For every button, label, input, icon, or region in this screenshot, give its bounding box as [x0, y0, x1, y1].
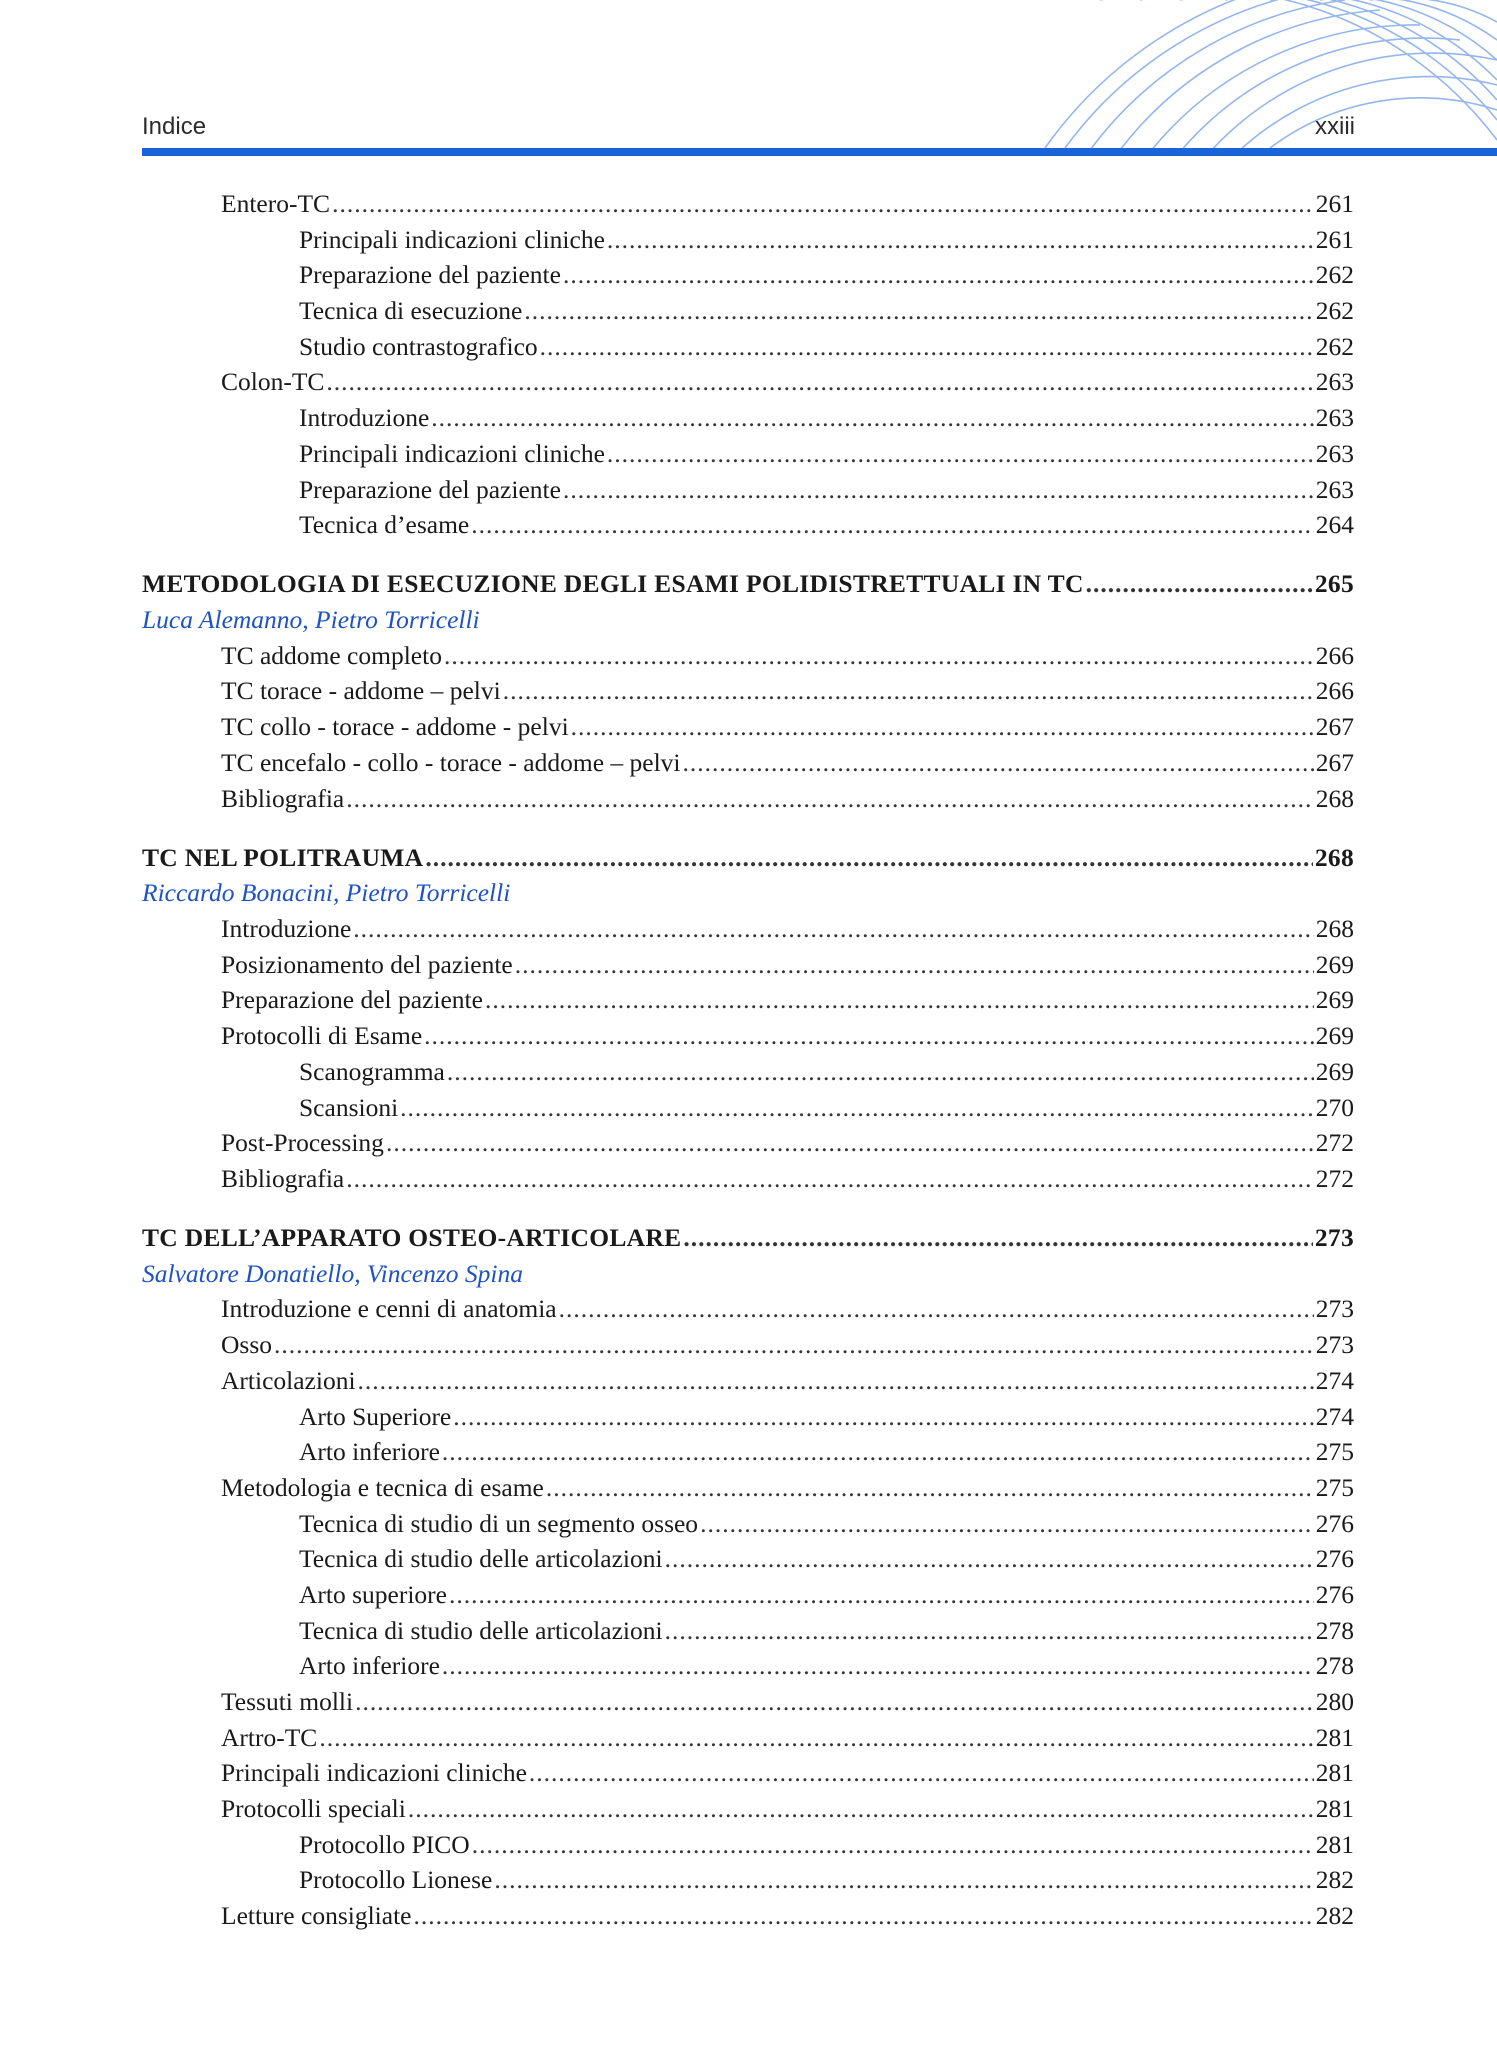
toc-entry-page: 269: [1315, 985, 1354, 1015]
toc-entry[interactable]: [142, 709, 1354, 745]
dot-leader: [431, 400, 1313, 436]
toc-entry-title: Preparazione del paziente: [221, 985, 483, 1015]
toc-entry-title: Metodologia e tecnica di esame: [221, 1472, 544, 1502]
dot-leader: [425, 840, 1312, 876]
toc-entry-title: METODOLOGIA DI ESECUZIONE DEGLI ESAMI POLIDISTRETTUALI IN TC: [142, 569, 1084, 599]
toc-entry-title: Colon-TC: [221, 367, 325, 397]
page-number: xxiii: [1315, 113, 1355, 140]
toc-entry-title: Introduzione: [221, 914, 352, 944]
dot-leader: [503, 673, 1314, 709]
dot-leader: [408, 1791, 1314, 1827]
toc-entry-title: TC NEL POLITRAUMA: [142, 842, 424, 872]
toc-entry-page: 270: [1315, 1092, 1354, 1122]
toc-entry[interactable]: [142, 1434, 1354, 1470]
toc-entry[interactable]: [142, 1862, 1354, 1898]
dot-leader: [529, 1755, 1314, 1791]
toc-entry-page: 275: [1315, 1437, 1354, 1467]
dot-leader: [332, 186, 1314, 222]
toc-entry-page: 273: [1315, 1330, 1354, 1360]
toc-entry-title: Articolazioni: [221, 1365, 356, 1395]
toc-entry-title: Principali indicazioni cliniche: [299, 438, 605, 468]
toc-entry[interactable]: [142, 1506, 1354, 1542]
dot-leader: [546, 1470, 1314, 1506]
dot-leader: [444, 638, 1314, 674]
toc-entry-page: 262: [1315, 296, 1354, 326]
dot-leader: [358, 1363, 1314, 1399]
dot-leader: [683, 745, 1314, 781]
toc-entry-title: Protocollo PICO: [299, 1829, 470, 1859]
toc-entry-page: 262: [1315, 260, 1354, 290]
toc-entry[interactable]: [142, 1898, 1354, 1934]
toc-entry-title: Arto inferiore: [299, 1437, 440, 1467]
toc-entry-title: TC DELL’APPARATO OSTEO-ARTICOLARE: [142, 1223, 682, 1253]
toc-entry[interactable]: [142, 1791, 1354, 1827]
section-gap: [142, 816, 1354, 840]
toc-entry[interactable]: [142, 400, 1354, 436]
toc-entry-page: 263: [1315, 474, 1354, 504]
toc-entry-title: Arto Superiore: [299, 1401, 452, 1431]
dot-leader: [447, 1054, 1314, 1090]
dot-leader: [665, 1541, 1314, 1577]
toc-entry-title: Protocolli speciali: [221, 1794, 406, 1824]
toc-entry-page: 281: [1315, 1722, 1354, 1752]
toc-entry-page: 263: [1315, 403, 1354, 433]
toc-entry-title: Tecnica di studio delle articolazioni: [299, 1615, 663, 1645]
toc-entry-page: 272: [1315, 1163, 1354, 1193]
toc-entry-page: 261: [1315, 189, 1354, 218]
toc-chapter-entry[interactable]: [142, 840, 1354, 876]
dot-leader: [472, 1827, 1314, 1863]
toc-entry[interactable]: [142, 673, 1354, 709]
toc-entry-page: 281: [1315, 1758, 1354, 1788]
dot-leader: [424, 1018, 1314, 1054]
dot-leader: [413, 1898, 1313, 1934]
dot-leader: [683, 1220, 1312, 1256]
toc-entry-page: 269: [1315, 1056, 1354, 1086]
toc-entry-title: Scanogramma: [299, 1056, 445, 1086]
toc-entry-title: Introduzione e cenni di anatomia: [221, 1294, 557, 1324]
chapter-authors: Salvatore Donatiello, Vincenzo Spina: [142, 1258, 524, 1288]
dot-leader: [700, 1506, 1314, 1542]
toc-entry[interactable]: [142, 1827, 1354, 1863]
toc-entry-page: 268: [1315, 783, 1354, 813]
toc-entry-page: 267: [1315, 712, 1354, 742]
toc-entry-page: 264: [1315, 510, 1354, 540]
dot-leader: [563, 472, 1314, 508]
dot-leader: [453, 1399, 1313, 1435]
decorative-arcs: [0, 0, 1497, 200]
section-gap: [142, 543, 1354, 567]
toc-entry-title: TC encefalo - collo - torace - addome – pelvi: [221, 747, 681, 777]
toc-entry-page: 276: [1315, 1544, 1354, 1574]
toc-chapter-entry[interactable]: [142, 566, 1354, 602]
toc-entry-title: Bibliografia: [221, 1163, 345, 1193]
toc-entry-title: Bibliografia: [221, 783, 345, 813]
toc-entry-title: Osso: [221, 1330, 273, 1360]
toc-entry-title: Posizionamento del paziente: [221, 949, 513, 979]
toc-entry-title: Introduzione: [299, 403, 430, 433]
toc-entry[interactable]: [142, 1648, 1354, 1684]
toc-entry-title: Studio contrastografico: [299, 331, 538, 361]
dot-leader: [442, 1434, 1314, 1470]
toc-entry-page: 262: [1315, 331, 1354, 361]
chapter-authors: Luca Alemanno, Pietro Torricelli: [142, 605, 480, 635]
toc-entry-title: TC addome completo: [221, 640, 442, 670]
toc-entry-page: 266: [1315, 676, 1354, 706]
dot-leader: [524, 293, 1313, 329]
dot-leader: [607, 222, 1314, 258]
toc-entry-page: 273: [1314, 1223, 1354, 1253]
dot-leader: [353, 911, 1313, 947]
dot-leader: [319, 1720, 1313, 1756]
toc-entry-title: Arto inferiore: [299, 1651, 440, 1681]
toc-entry-page: 266: [1315, 640, 1354, 670]
toc-entry[interactable]: [142, 1720, 1354, 1756]
dot-leader: [559, 1291, 1314, 1327]
toc-entry-page: 269: [1315, 949, 1354, 979]
dot-leader: [607, 436, 1314, 472]
toc-entry[interactable]: [142, 1090, 1354, 1126]
toc-entry-page: 282: [1315, 1865, 1354, 1895]
dot-leader: [400, 1090, 1314, 1126]
toc-entry[interactable]: [142, 364, 1354, 400]
toc-entry[interactable]: [142, 1470, 1354, 1506]
toc-entry-title: Arto superiore: [299, 1579, 447, 1609]
dot-leader: [540, 329, 1314, 365]
toc-entry-title: Principali indicazioni cliniche: [221, 1758, 527, 1788]
toc-entry-title: Preparazione del paziente: [299, 260, 561, 290]
toc-entry[interactable]: [142, 222, 1354, 258]
toc-entry-title: Scansioni: [299, 1092, 399, 1122]
toc-entry-title: TC collo - torace - addome - pelvi: [221, 712, 569, 742]
toc-entry[interactable]: [142, 1125, 1354, 1161]
toc-entry-title: Principali indicazioni cliniche: [299, 224, 605, 254]
toc-entry-title: TC torace - addome – pelvi: [221, 676, 501, 706]
dot-leader: [665, 1613, 1314, 1649]
toc-entry-title: Tessuti molli: [221, 1687, 354, 1716]
toc-entry[interactable]: [142, 745, 1354, 781]
toc-entry-page: 280: [1315, 1687, 1354, 1716]
toc-entry-title: Tecnica d’esame: [299, 510, 470, 540]
toc-entry-page: 276: [1315, 1579, 1354, 1609]
dot-leader: [346, 1161, 1314, 1197]
toc-entry[interactable]: [142, 982, 1354, 1018]
toc-entry[interactable]: [142, 947, 1354, 983]
dot-leader: [571, 709, 1314, 745]
dot-leader: [471, 507, 1314, 543]
toc-entry-page: 268: [1315, 914, 1354, 944]
toc-entry-title: Letture consigliate: [221, 1901, 412, 1931]
chapter-authors: Riccardo Bonacini, Pietro Torricelli: [142, 878, 511, 908]
toc-entry[interactable]: [142, 638, 1354, 674]
dot-leader: [355, 1684, 1314, 1720]
toc-entry[interactable]: [142, 1755, 1354, 1791]
dot-leader: [1086, 566, 1313, 602]
section-title: Indice: [142, 113, 207, 140]
toc-entry[interactable]: [142, 1399, 1354, 1435]
toc-entry[interactable]: [142, 507, 1354, 543]
toc-entry-page: 275: [1315, 1472, 1354, 1502]
toc-entry-page: 282: [1315, 1901, 1354, 1931]
toc-entry[interactable]: [142, 436, 1354, 472]
toc-entry-page: 281: [1315, 1794, 1354, 1824]
toc-entry[interactable]: [142, 1577, 1354, 1613]
dot-leader: [326, 364, 1313, 400]
page-header: [142, 113, 1355, 147]
toc-entry-page: 278: [1315, 1615, 1354, 1645]
toc-entry[interactable]: [142, 1054, 1354, 1090]
toc-entry-title: Protocolli di Esame: [221, 1021, 423, 1051]
dot-leader: [386, 1125, 1314, 1161]
toc-entry[interactable]: [142, 293, 1354, 329]
toc-entry-page: 281: [1315, 1829, 1354, 1859]
toc-entry-page: 272: [1315, 1128, 1354, 1158]
toc-entry-page: 267: [1315, 747, 1354, 777]
dot-leader: [485, 982, 1314, 1018]
toc-entry[interactable]: [142, 1613, 1354, 1649]
dot-leader: [515, 947, 1314, 983]
toc-entry[interactable]: [142, 257, 1354, 293]
toc-entry[interactable]: [142, 329, 1354, 365]
toc-entry-title: Artro-TC: [221, 1722, 318, 1752]
toc-entry-page: 274: [1315, 1365, 1354, 1395]
toc-chapter-entry[interactable]: [142, 1220, 1354, 1256]
dot-leader: [449, 1577, 1314, 1613]
toc-entry-page: 276: [1315, 1508, 1354, 1538]
dot-leader: [494, 1862, 1313, 1898]
toc-entry-page: 278: [1315, 1651, 1354, 1681]
toc-entry-title: Entero-TC: [221, 189, 331, 218]
toc-entry-page: 263: [1315, 367, 1354, 397]
toc-entry-page: 269: [1315, 1021, 1354, 1051]
toc-entry[interactable]: [142, 1363, 1354, 1399]
toc-entry-page: 263: [1315, 438, 1354, 468]
toc-entry[interactable]: [142, 186, 1354, 222]
toc-entry[interactable]: [142, 1541, 1354, 1577]
toc-entry[interactable]: [142, 1327, 1354, 1363]
toc-entry-title: Preparazione del paziente: [299, 474, 561, 504]
toc-entry[interactable]: [142, 1684, 1354, 1720]
toc-entry-title: Tecnica di studio di un segmento osseo: [299, 1508, 699, 1538]
section-gap: [142, 1197, 1354, 1221]
dot-leader: [346, 781, 1314, 817]
toc-entry-page: 265: [1314, 569, 1354, 599]
toc-entry-title: Protocollo Lionese: [299, 1865, 493, 1895]
toc-entry[interactable]: [142, 1018, 1354, 1054]
toc-entry[interactable]: [142, 472, 1354, 508]
table-of-contents: [142, 186, 1354, 1934]
header-rule: [142, 148, 1497, 156]
toc-entry-title: Tecnica di studio delle articolazioni: [299, 1544, 663, 1574]
toc-entry[interactable]: [142, 781, 1354, 817]
toc-entry-page: 273: [1315, 1294, 1354, 1324]
toc-entry-page: 274: [1315, 1401, 1354, 1431]
toc-entry[interactable]: [142, 1161, 1354, 1197]
toc-entry-title: Post-Processing: [221, 1128, 384, 1158]
dot-leader: [563, 257, 1314, 293]
dot-leader: [442, 1648, 1314, 1684]
toc-entry[interactable]: [142, 1291, 1354, 1327]
toc-entry-title: Tecnica di esecuzione: [299, 296, 523, 326]
toc-entry-page: 261: [1315, 224, 1354, 254]
toc-entry[interactable]: [142, 911, 1354, 947]
dot-leader: [274, 1327, 1314, 1363]
toc-entry-page: 268: [1314, 842, 1354, 872]
